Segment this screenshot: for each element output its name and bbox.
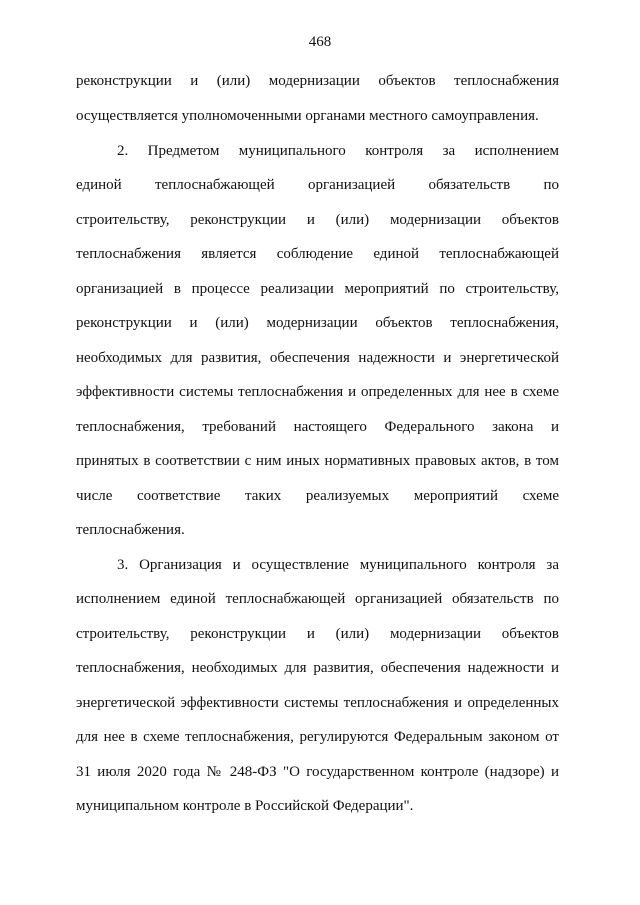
text-line: единой теплоснабжающей организацией обязательств по — [76, 177, 559, 193]
text-line: теплоснабжения. — [76, 522, 185, 538]
text-line: 2. Предметом муниципального контроля за исполнением — [117, 143, 559, 159]
text-line: исполнением единой теплоснабжающей организацией обязательств по — [76, 591, 559, 607]
text-line: необходимых для развития, обеспечения надежности и энергетической — [76, 350, 559, 366]
text-line: принятых в соответствии с ним иных нормативных правовых актов, в том — [76, 453, 559, 469]
text-line: теплоснабжения, необходимых для развития, обеспечения надежности и — [76, 660, 559, 676]
text-line: энергетической эффективности системы теплоснабжения и определенных — [76, 695, 559, 711]
text-line: реконструкции и (или) модернизации объектов теплоснабжения — [76, 73, 559, 89]
text-line: осуществляется уполномоченными органами местного самоуправления. — [76, 108, 539, 124]
text-line: 31 июля 2020 года № 248-ФЗ "О государственном контроле (надзоре) и — [76, 764, 559, 780]
text-line: эффективности системы теплоснабжения и определенных для нее в схеме — [76, 384, 559, 400]
text-line: для нее в схеме теплоснабжения, регулируются Федеральным законом от — [76, 729, 559, 745]
text-line: муниципальном контроле в Российской Федерации". — [76, 798, 414, 814]
text-line: строительству, реконструкции и (или) модернизации объектов — [76, 626, 559, 642]
text-line: 3. Организация и осуществление муниципального контроля за — [117, 557, 559, 573]
text-line: реконструкции и (или) модернизации объектов теплоснабжения, — [76, 315, 559, 331]
text-line: теплоснабжения, требований настоящего Федерального закона и — [76, 419, 559, 435]
text-line: теплоснабжения является соблюдение единой теплоснабжающей — [76, 246, 559, 262]
text-line: строительству, реконструкции и (или) модернизации объектов — [76, 212, 559, 228]
page-number: 468 — [308, 34, 332, 50]
text-line: числе соответствие таких реализуемых мероприятий схеме — [76, 488, 559, 504]
text-line: организацией в процессе реализации мероприятий по строительству, — [76, 281, 559, 297]
